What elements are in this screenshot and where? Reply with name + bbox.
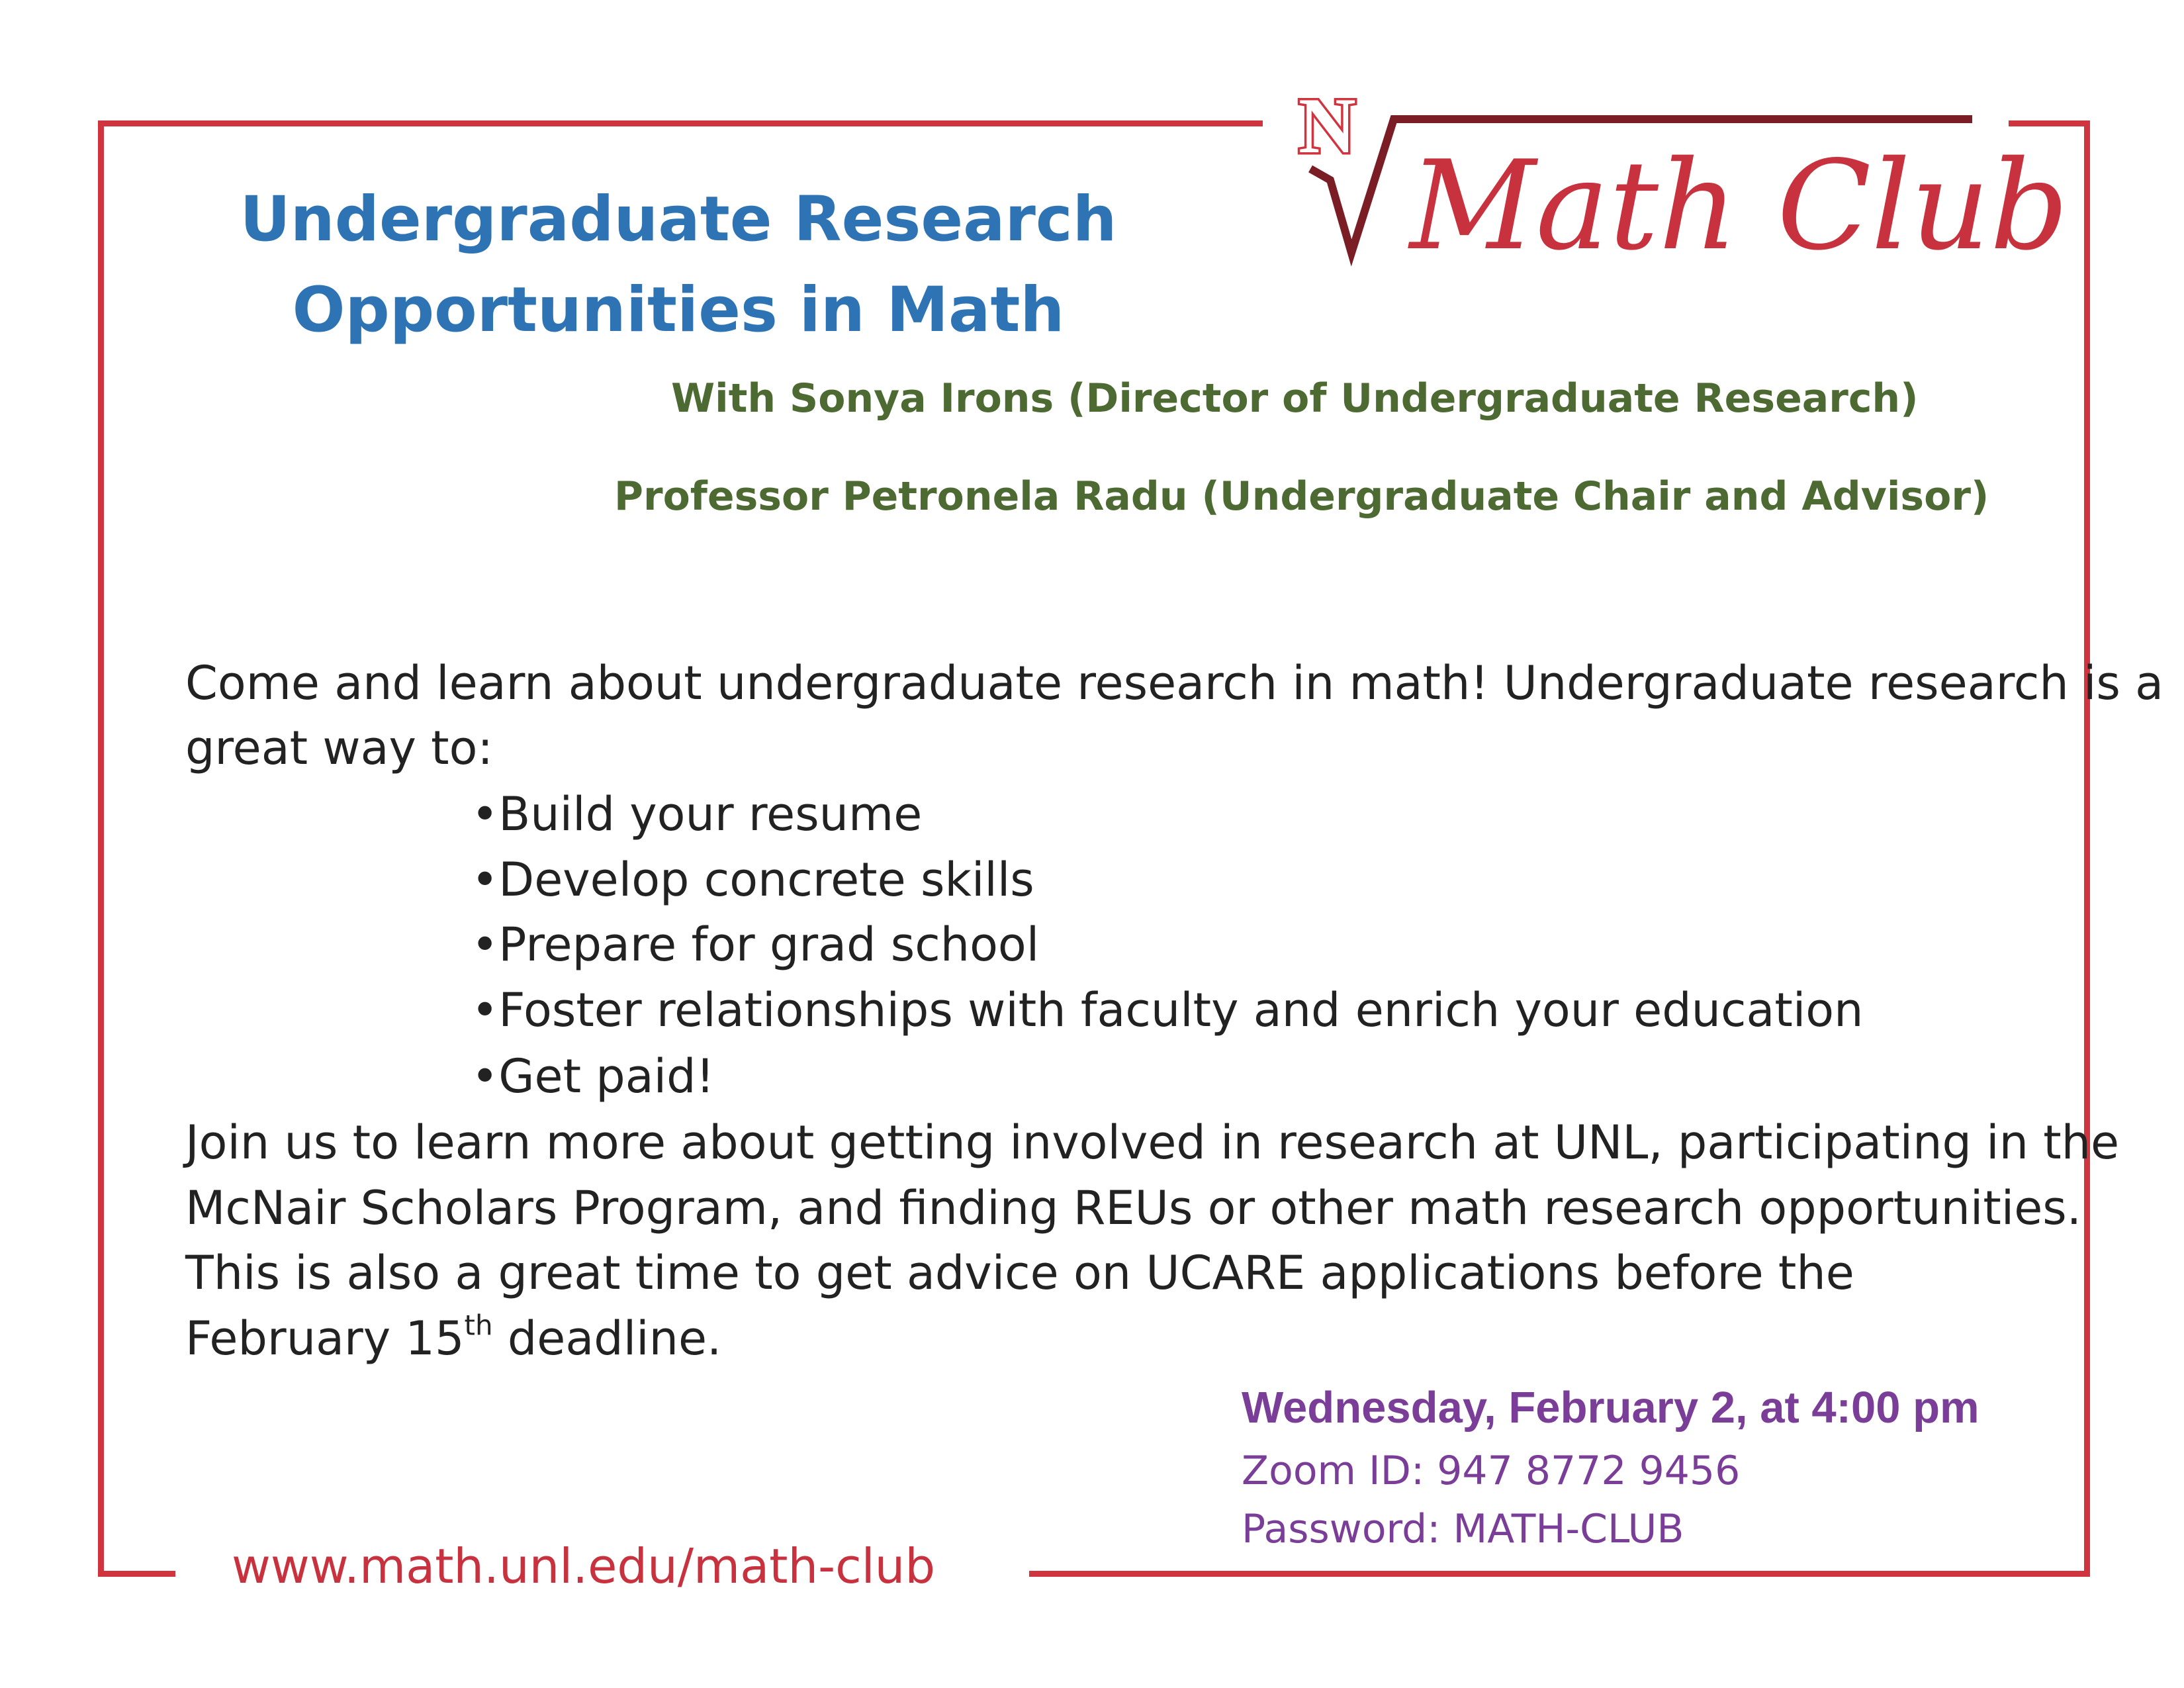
closing-line-1: Join us to learn more about getting involved in research at UNL, participating in the xyxy=(185,1115,2120,1170)
event-date-time: Wednesday, February 2, at 4:00 pm xyxy=(1242,1383,1979,1432)
closing-line-2: McNair Scholars Program, and finding REUs or other math research opportunities. xyxy=(185,1181,2082,1235)
list-item: •Get paid! xyxy=(471,1049,715,1103)
page-title-line2: Opportunities in Math xyxy=(292,274,1065,346)
frame-left xyxy=(98,120,104,1577)
club-website-link[interactable]: www.math.unl.edu/math-club xyxy=(232,1538,936,1594)
deadline-date: February 15 xyxy=(185,1311,465,1366)
zoom-password: Password: MATH-CLUB xyxy=(1242,1506,1684,1552)
list-item: •Develop concrete skills xyxy=(471,853,1034,907)
presenter-2: Professor Petronela Radu (Undergraduate Chair and Advisor) xyxy=(614,473,1989,520)
closing-line-3: This is also a great time to get advice on UCARE applications before the xyxy=(185,1246,1854,1300)
ordinal-suffix: th xyxy=(464,1309,493,1342)
closing-line-4 xyxy=(185,1309,722,1366)
frame-bottom-left xyxy=(98,1571,175,1577)
zoom-id: Zoom ID: 947 8772 9456 xyxy=(1242,1448,1741,1494)
presenter-1: With Sonya Irons (Director of Undergraduate Research) xyxy=(671,375,1919,422)
university-n-logo: N xyxy=(1298,81,1356,169)
frame-top-right xyxy=(2009,120,2090,126)
frame-right xyxy=(2084,120,2090,1577)
deadline-text: deadline. xyxy=(492,1311,722,1366)
frame-top-left xyxy=(98,120,1263,126)
intro-line-1: Come and learn about undergraduate research in math! Undergraduate research is a xyxy=(185,656,2164,710)
intro-line-2: great way to: xyxy=(185,721,494,775)
list-item: •Foster relationships with faculty and enrich your education xyxy=(471,983,1864,1037)
frame-bottom-right xyxy=(1029,1571,2090,1577)
list-item: •Build your resume xyxy=(471,787,923,841)
club-name: Math Club xyxy=(1410,134,2069,277)
list-item: •Prepare for grad school xyxy=(471,917,1040,972)
page-title-line1: Undergraduate Research xyxy=(240,183,1117,256)
